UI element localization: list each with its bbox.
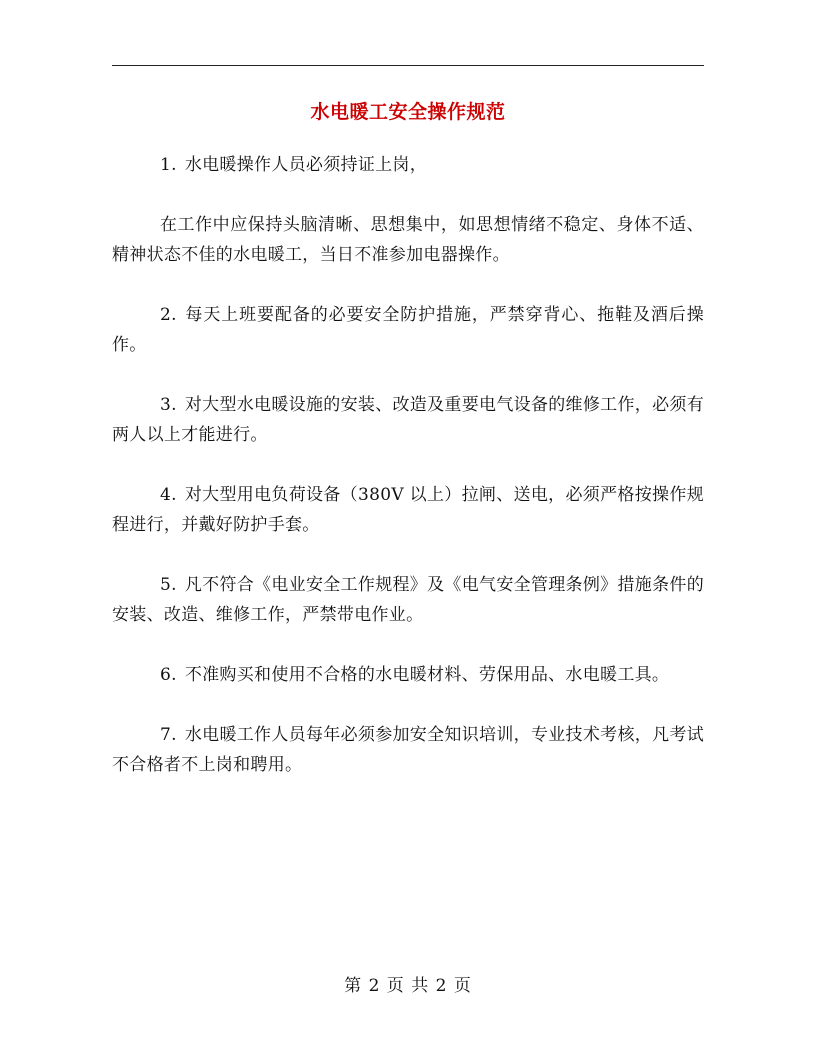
paragraph-text: 水电暖操作人员必须持证上岗， [184, 155, 428, 175]
paragraph-3 [112, 390, 704, 450]
paragraph-4 [112, 480, 704, 540]
paragraph-text: 不准购买和使用不合格的水电暖材料、劳保用品、水电暖工具。 [184, 665, 670, 685]
paragraph-number: 2. [160, 305, 177, 325]
paragraph-text: 在工作中应保持头脑清晰、思想集中，如思想情绪不稳定、身体不适、精神状态不佳的水电暖工，当日不准参加电器操作。 [112, 215, 704, 265]
paragraph-1-detail [112, 210, 704, 270]
paragraph-number: 3. [160, 395, 177, 415]
paragraph-7 [112, 720, 704, 780]
paragraph-number: 6. [160, 665, 177, 685]
paragraph-number: 1. [160, 155, 177, 175]
paragraph-number: 5. [160, 575, 177, 595]
page-footer: 第 2 页 共 2 页 [344, 976, 472, 996]
document-title: 水电暖工安全操作规范 [310, 101, 506, 123]
paragraph-text: 对大型用电负荷设备（380V 以上）拉闸、送电，必须严格按操作规程进行，并戴好防护手套。 [112, 485, 704, 535]
paragraph-text: 对大型水电暖设施的安装、改造及重要电气设备的维修工作，必须有两人以上才能进行。 [112, 395, 704, 445]
document-body [112, 150, 704, 810]
header-rule [112, 65, 704, 66]
paragraph-5 [112, 570, 704, 630]
paragraph-1 [112, 150, 704, 180]
paragraph-number: 7. [160, 725, 177, 745]
paragraph-text: 水电暖工作人员每年必须参加安全知识培训，专业技术考核，凡考试不合格者不上岗和聘用。 [112, 725, 704, 775]
paragraph-number: 4. [160, 485, 177, 505]
paragraph-text: 每天上班要配备的必要安全防护措施，严禁穿背心、拖鞋及酒后操作。 [112, 305, 704, 355]
paragraph-2 [112, 300, 704, 360]
paragraph-6 [112, 660, 704, 690]
paragraph-text: 凡不符合《电业安全工作规程》及《电气安全管理条例》措施条件的安装、改造、维修工作，严禁带电作业。 [112, 575, 704, 625]
